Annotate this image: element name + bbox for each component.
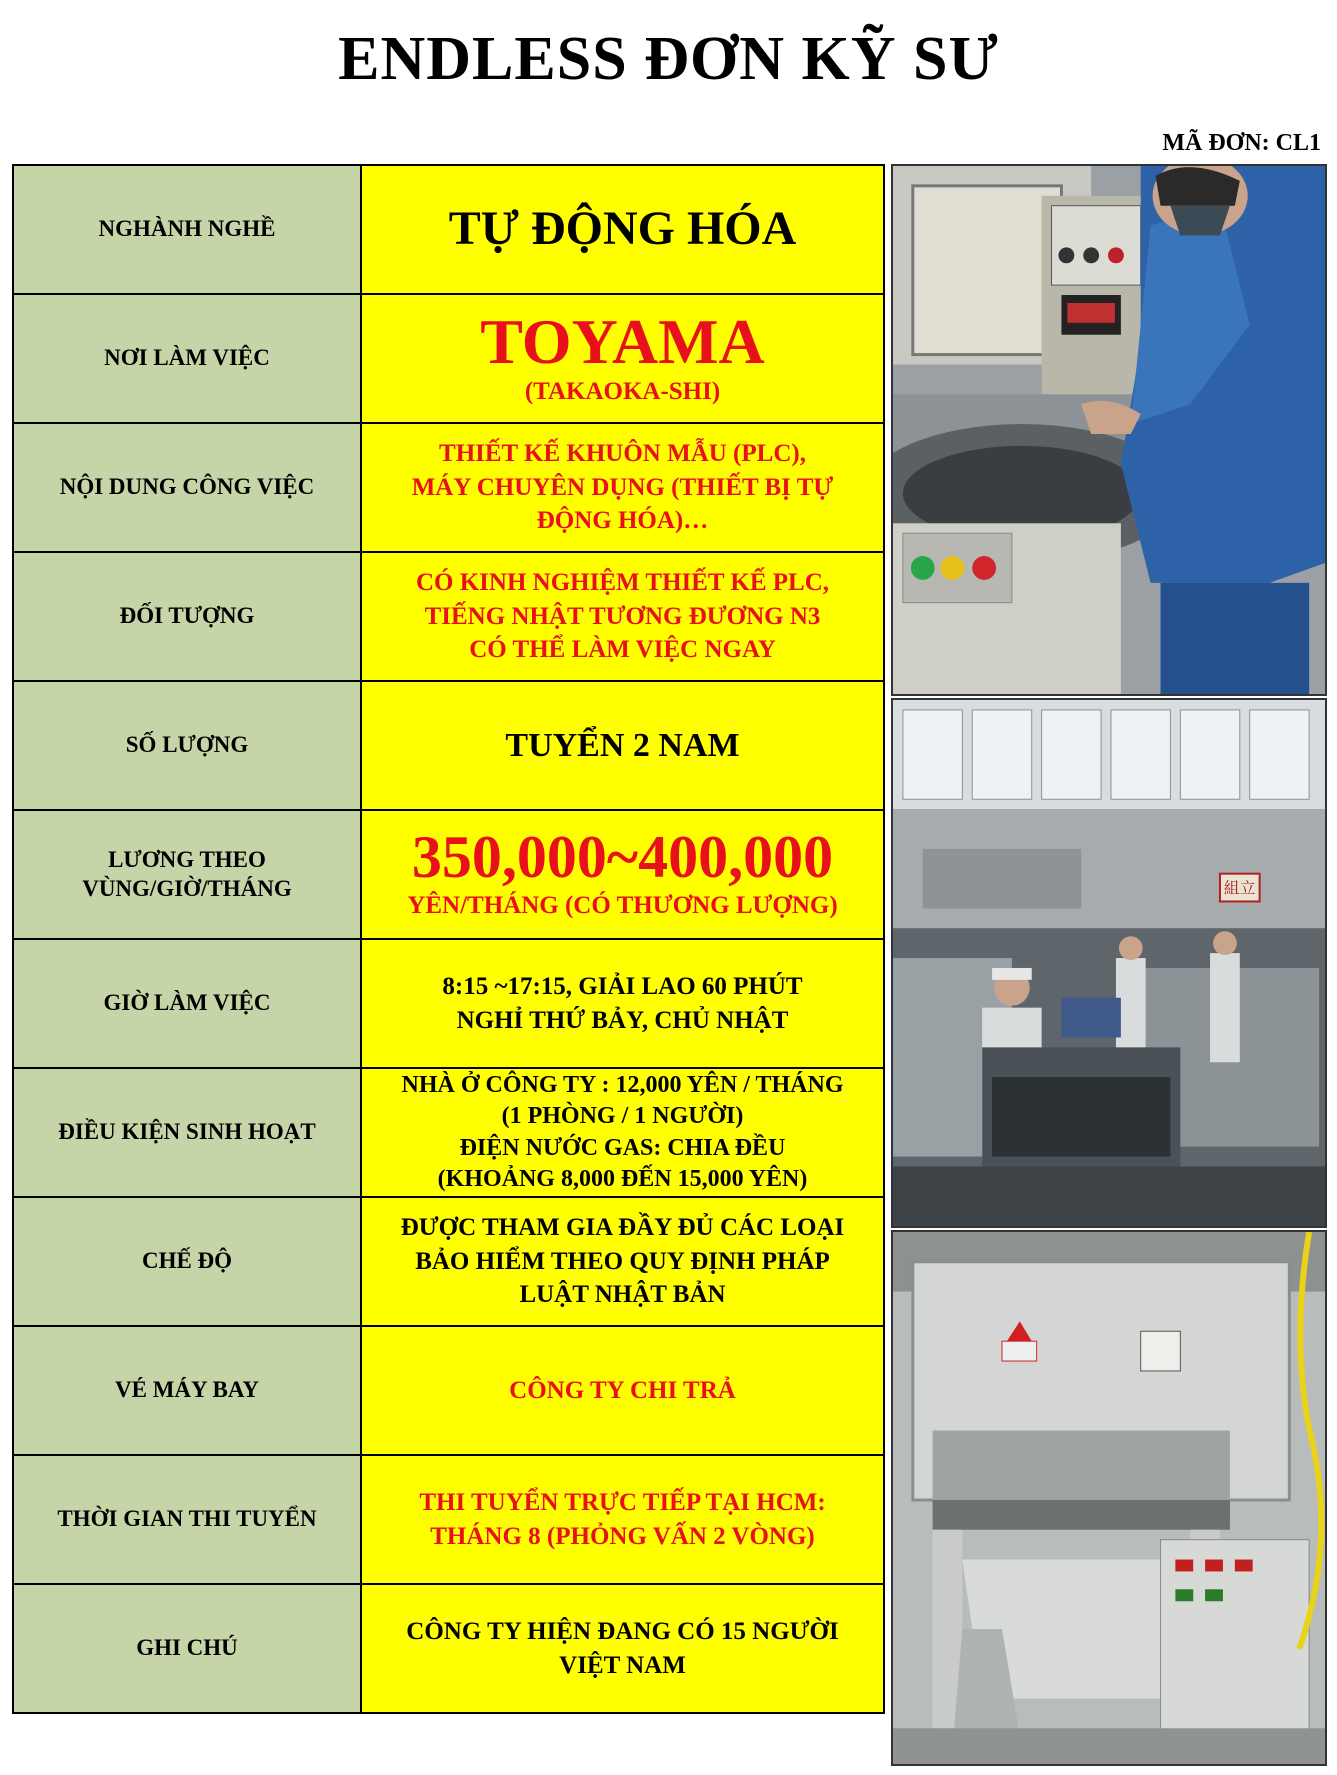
row-ticket — [13, 1326, 884, 1455]
label-hours: GIỜ LÀM VIỆC — [13, 939, 361, 1068]
value-note — [361, 1584, 884, 1713]
benefits-line: ĐƯỢC THAM GIA ĐẦY ĐỦ CÁC LOẠI — [400, 1213, 845, 1241]
photo-worker-machine — [891, 164, 1327, 696]
value-living — [361, 1068, 884, 1197]
value-exam — [361, 1455, 884, 1584]
target-line: TIẾNG NHẬT TƯƠNG ĐƯƠNG N3 — [424, 602, 821, 630]
living-line: (1 PHÒNG / 1 NGƯỜI) — [501, 1103, 744, 1130]
photo-press-machine — [891, 1230, 1327, 1766]
value-quantity — [361, 681, 884, 810]
label-job-content: NỘI DUNG CÔNG VIỆC — [13, 423, 361, 552]
row-salary — [13, 810, 884, 939]
salary-label-line: VÙNG/GIỜ/THÁNG — [82, 875, 292, 901]
quantity-text: TUYỂN 2 NAM — [505, 726, 740, 764]
row-target — [13, 552, 884, 681]
page-title: ENDLESS ĐƠN KỸ SƯ — [338, 25, 999, 93]
row-job-content — [13, 423, 884, 552]
row-exam — [13, 1455, 884, 1584]
industry-text: TỰ ĐỘNG HÓA — [448, 202, 797, 256]
row-hours — [13, 939, 884, 1068]
workplace-sub: (TAKAOKA-SHI) — [524, 378, 721, 406]
row-workplace — [13, 294, 884, 423]
salary-amount: 350,000~400,000 — [411, 824, 834, 891]
row-industry — [13, 165, 884, 294]
row-benefits — [13, 1197, 884, 1326]
value-salary — [361, 810, 884, 939]
salary-label-line: LƯƠNG THEO — [108, 846, 266, 872]
row-living — [13, 1068, 884, 1197]
factory-floor-illustration — [893, 700, 1325, 1226]
label-industry: NGHÀNH NGHỀ — [13, 165, 361, 294]
label-living: ĐIỀU KIỆN SINH HOẠT — [13, 1068, 361, 1197]
value-workplace — [361, 294, 884, 423]
job-content-line: THIẾT KẾ KHUÔN MẪU (PLC), — [439, 439, 806, 467]
value-industry — [361, 165, 884, 294]
label-target: ĐỐI TƯỢNG — [13, 552, 361, 681]
target-line: CÓ THỂ LÀM VIỆC NGAY — [469, 636, 776, 664]
press-machine-illustration — [893, 1232, 1325, 1764]
value-job-content — [361, 423, 884, 552]
ticket-text: CÔNG TY CHI TRẢ — [509, 1376, 736, 1404]
salary-sub: YÊN/THÁNG (CÓ THƯƠNG LƯỢNG) — [407, 892, 838, 920]
label-quantity: SỐ LƯỢNG — [13, 681, 361, 810]
benefits-line: BẢO HIỂM THEO QUY ĐỊNH PHÁP — [415, 1247, 830, 1275]
value-target — [361, 552, 884, 681]
job-content-line: MÁY CHUYÊN DỤNG (THIẾT BỊ TỰ — [411, 473, 834, 501]
benefits-line: LUẬT NHẬT BẢN — [519, 1281, 726, 1309]
order-code: MÃ ĐƠN: CL1 — [1162, 130, 1321, 156]
value-benefits — [361, 1197, 884, 1326]
hours-line: 8:15 ~17:15, GIẢI LAO 60 PHÚT — [442, 972, 803, 1000]
hours-line: NGHỈ THỨ BẢY, CHỦ NHẬT — [456, 1006, 789, 1034]
note-line: CÔNG TY HIỆN ĐANG CÓ 15 NGƯỜI — [406, 1617, 839, 1645]
living-line: ĐIỆN NƯỚC GAS: CHIA ĐỀU — [459, 1134, 786, 1161]
factory-sign-text: 組立 — [1223, 878, 1256, 898]
job-details-table — [12, 164, 885, 1714]
photo-factory-floor — [891, 698, 1327, 1228]
row-quantity — [13, 681, 884, 810]
workplace-text: TOYAMA — [480, 306, 765, 378]
label-salary — [13, 810, 361, 939]
value-ticket — [361, 1326, 884, 1455]
value-hours — [361, 939, 884, 1068]
label-ticket: VÉ MÁY BAY — [13, 1326, 361, 1455]
exam-line: THÁNG 8 (PHỎNG VẤN 2 VÒNG) — [430, 1522, 815, 1550]
label-workplace: NƠI LÀM VIỆC — [13, 294, 361, 423]
living-line: (KHOẢNG 8,000 ĐẾN 15,000 YÊN) — [437, 1165, 808, 1192]
note-line: VIỆT NAM — [559, 1651, 686, 1679]
row-note — [13, 1584, 884, 1713]
worker-machine-illustration — [893, 166, 1325, 694]
living-line: NHÀ Ở CÔNG TY : 12,000 YÊN / THÁNG — [401, 1072, 844, 1099]
label-note: GHI CHÚ — [13, 1584, 361, 1713]
target-line: CÓ KINH NGHIỆM THIẾT KẾ PLC, — [415, 568, 830, 596]
job-content-line: ĐỘNG HÓA)… — [536, 507, 709, 535]
exam-line: THI TUYỂN TRỰC TIẾP TẠI HCM: — [419, 1488, 826, 1516]
label-benefits: CHẾ ĐỘ — [13, 1197, 361, 1326]
label-exam: THỜI GIAN THI TUYỂN — [13, 1455, 361, 1584]
